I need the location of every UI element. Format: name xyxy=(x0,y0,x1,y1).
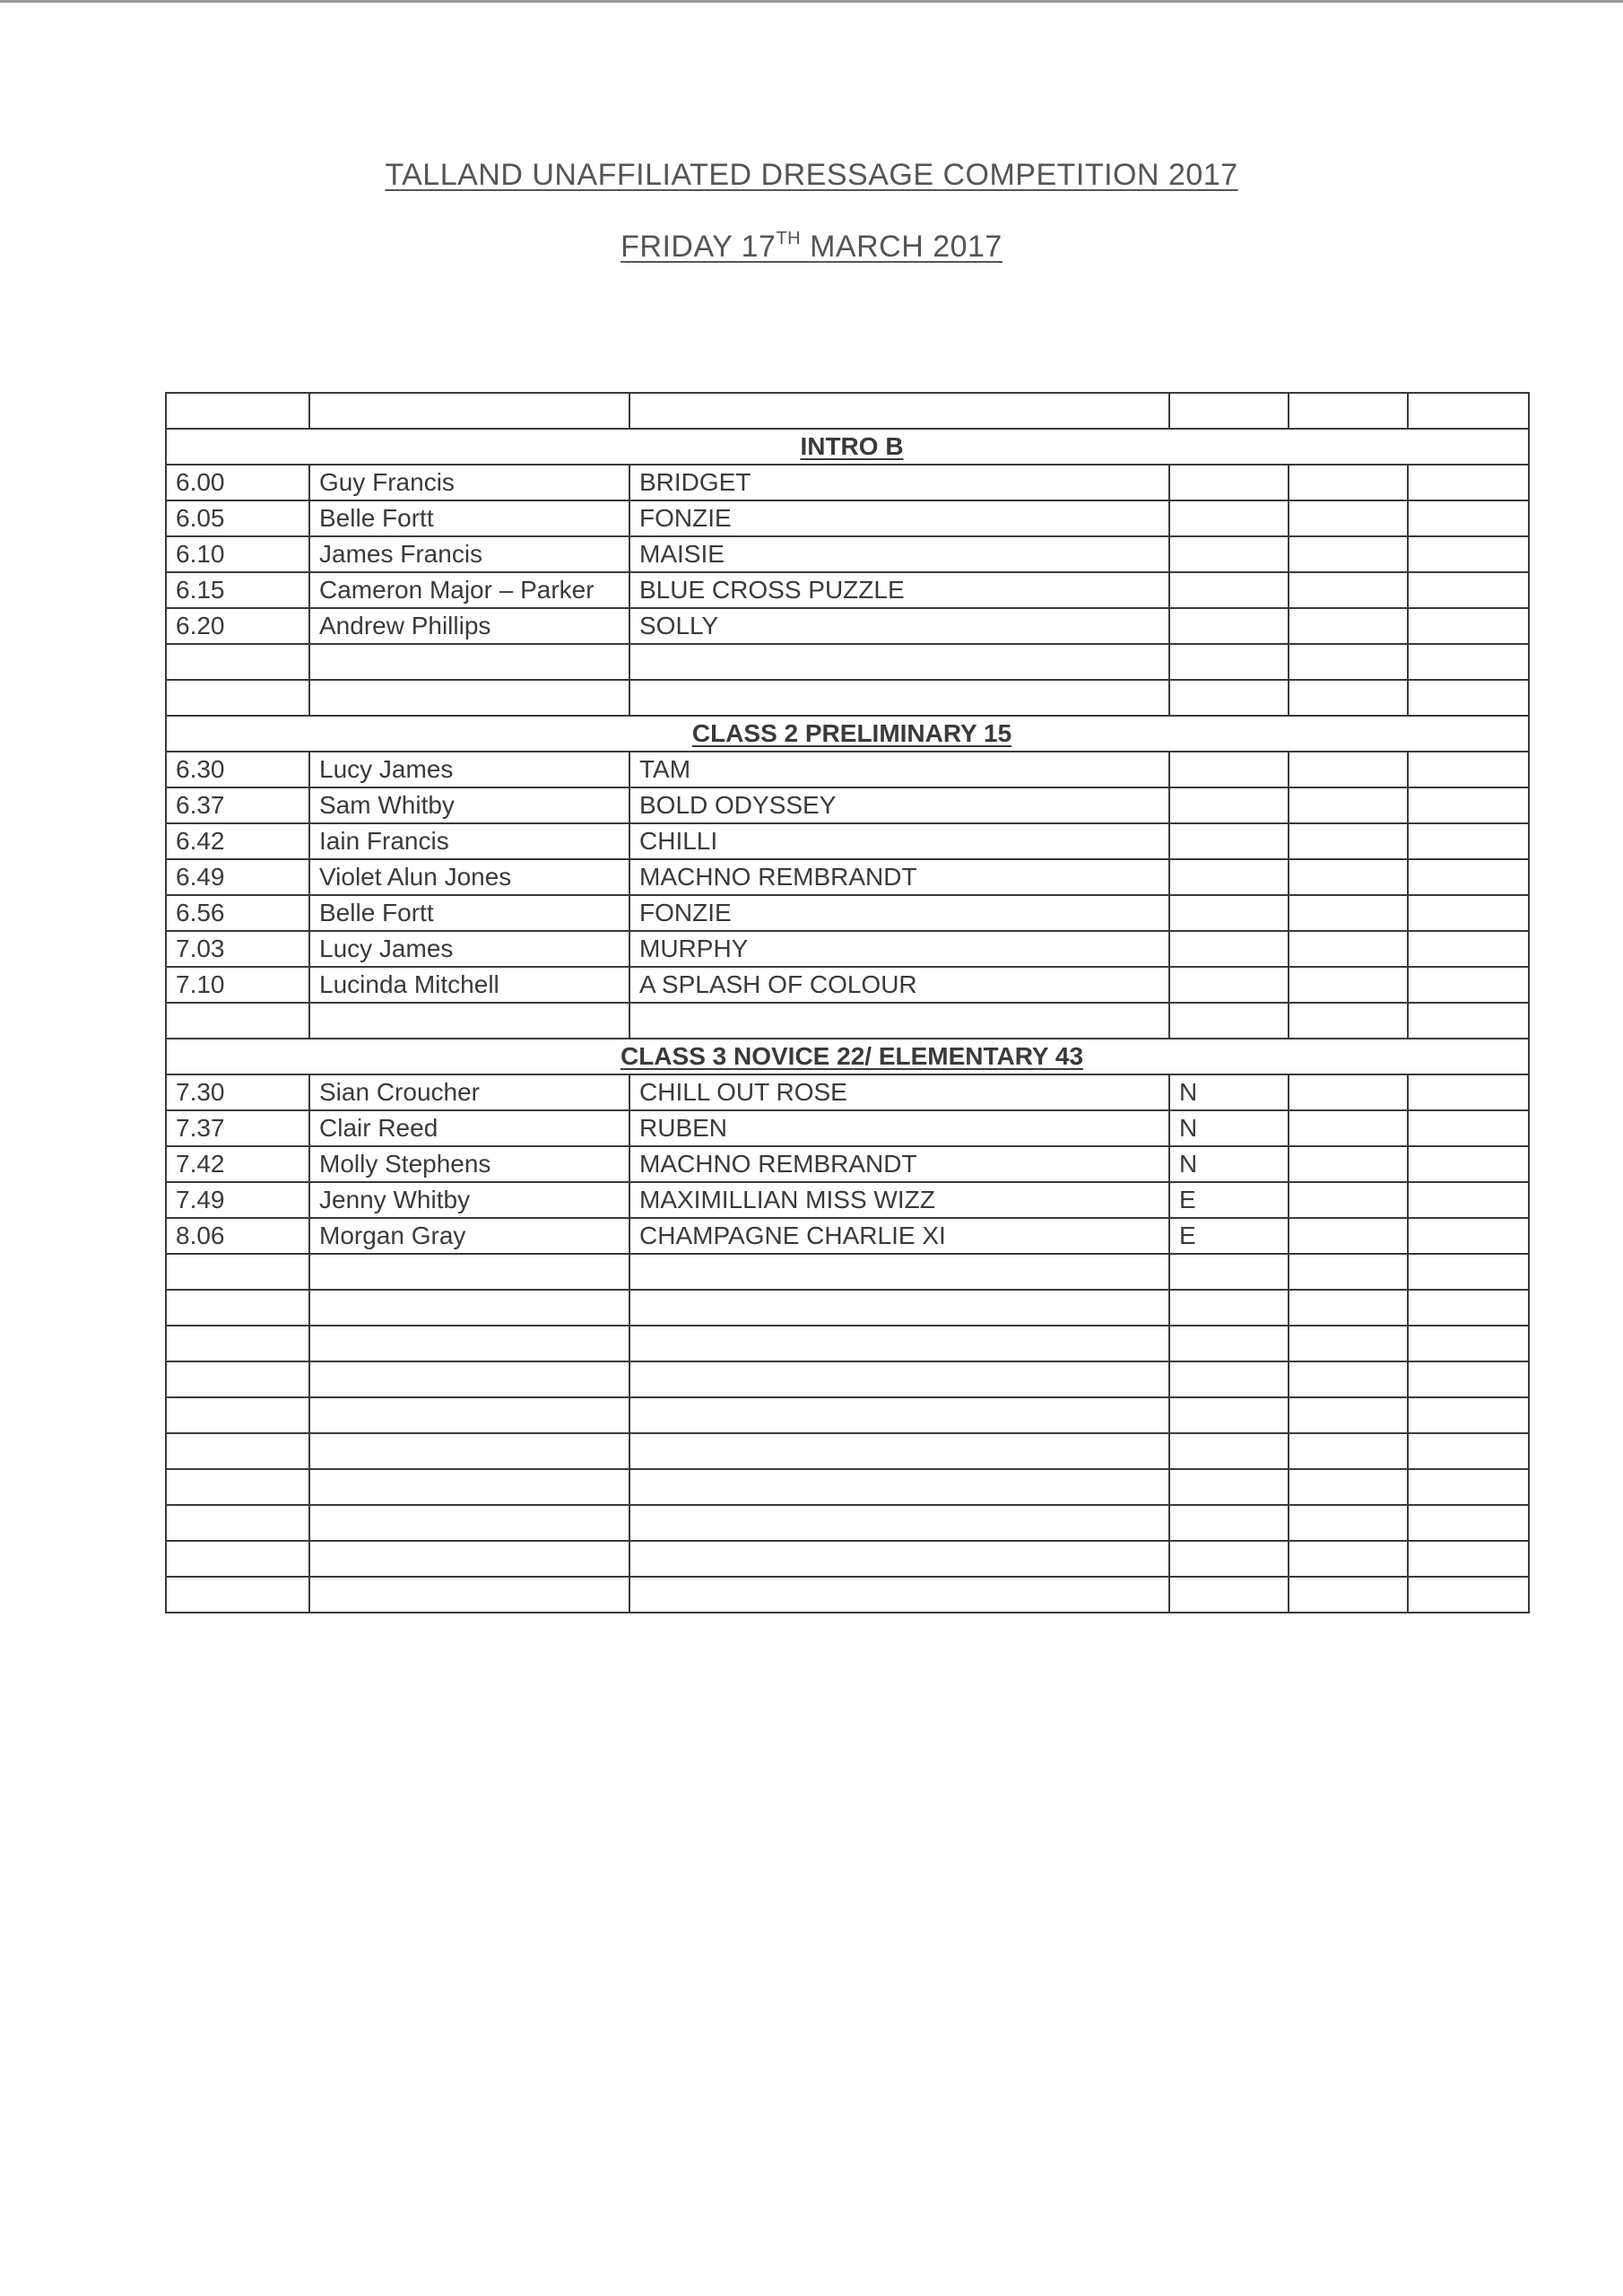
empty-cell xyxy=(629,1003,1169,1039)
top-edge-rule xyxy=(0,0,1623,3)
entry-horse: RUBEN xyxy=(629,1110,1169,1146)
empty-cell xyxy=(1289,752,1408,787)
empty-cell xyxy=(1408,787,1529,823)
empty-cell xyxy=(1408,1290,1529,1326)
empty-cell xyxy=(1408,1361,1529,1397)
subtitle-date-month: MARCH 2017 xyxy=(801,230,1002,264)
empty-cell xyxy=(1289,465,1408,500)
empty-cell xyxy=(1169,1433,1289,1469)
empty-cell xyxy=(1169,1541,1289,1577)
empty-cell xyxy=(309,1433,629,1469)
empty-cell xyxy=(1289,1218,1408,1254)
blank-row xyxy=(166,1397,1529,1433)
entry-horse: A SPLASH OF COLOUR xyxy=(629,967,1169,1003)
empty-cell xyxy=(1289,572,1408,608)
empty-cell xyxy=(1408,931,1529,967)
blank-row xyxy=(166,644,1529,680)
empty-cell xyxy=(1289,1326,1408,1361)
entry-horse: SOLLY xyxy=(629,608,1169,644)
empty-cell xyxy=(1289,500,1408,536)
empty-cell xyxy=(309,644,629,680)
section-title-text: CLASS 2 PRELIMINARY 15 xyxy=(691,719,1012,747)
empty-cell xyxy=(1169,1505,1289,1541)
entry-horse: MACHNO REMBRANDT xyxy=(629,859,1169,895)
blank-row xyxy=(166,1003,1529,1039)
empty-cell xyxy=(629,1469,1169,1505)
entry-level xyxy=(1169,787,1289,823)
entry-level xyxy=(1169,895,1289,931)
entry-row xyxy=(166,536,1529,572)
empty-cell xyxy=(1408,536,1529,572)
empty-cell xyxy=(166,1577,309,1613)
entry-row xyxy=(166,572,1529,608)
entry-horse: MAXIMILLIAN MISS WIZZ xyxy=(629,1182,1169,1218)
entry-time: 6.37 xyxy=(166,787,309,823)
empty-cell xyxy=(629,1577,1169,1613)
empty-cell xyxy=(1408,680,1529,716)
empty-cell xyxy=(1408,1146,1529,1182)
empty-cell xyxy=(1289,680,1408,716)
section-title xyxy=(166,429,1529,465)
empty-cell xyxy=(309,680,629,716)
entry-level xyxy=(1169,500,1289,536)
entry-level xyxy=(1169,967,1289,1003)
entry-row xyxy=(166,859,1529,895)
entry-level xyxy=(1169,752,1289,787)
empty-cell xyxy=(166,1361,309,1397)
empty-cell xyxy=(1408,572,1529,608)
empty-cell xyxy=(1169,1290,1289,1326)
entry-row xyxy=(166,1182,1529,1218)
empty-cell xyxy=(309,393,629,429)
entry-level xyxy=(1169,823,1289,859)
empty-cell xyxy=(1289,787,1408,823)
entry-rider: Sam Whitby xyxy=(309,787,629,823)
entry-time: 6.30 xyxy=(166,752,309,787)
empty-cell xyxy=(166,644,309,680)
empty-cell xyxy=(166,393,309,429)
empty-cell xyxy=(166,680,309,716)
entry-horse: MAISIE xyxy=(629,536,1169,572)
empty-cell xyxy=(1408,859,1529,895)
entry-time: 6.05 xyxy=(166,500,309,536)
empty-cell xyxy=(309,1326,629,1361)
empty-cell xyxy=(1408,1505,1529,1541)
empty-cell xyxy=(166,1290,309,1326)
section-title-text: CLASS 3 NOVICE 22/ ELEMENTARY 43 xyxy=(620,1042,1084,1070)
empty-cell xyxy=(1289,1254,1408,1290)
subtitle-date-day: FRIDAY 17 xyxy=(621,230,777,264)
entry-rider: Violet Alun Jones xyxy=(309,859,629,895)
empty-cell xyxy=(1169,1577,1289,1613)
document-title xyxy=(0,158,1623,193)
empty-cell xyxy=(1289,1146,1408,1182)
empty-cell xyxy=(629,393,1169,429)
empty-cell xyxy=(1169,1361,1289,1397)
empty-cell xyxy=(1408,823,1529,859)
empty-cell xyxy=(309,1254,629,1290)
empty-cell xyxy=(1289,1397,1408,1433)
entry-rider: Lucinda Mitchell xyxy=(309,967,629,1003)
empty-cell xyxy=(1289,1003,1408,1039)
entry-time: 6.10 xyxy=(166,536,309,572)
entry-rider: Iain Francis xyxy=(309,823,629,859)
empty-cell xyxy=(1408,1577,1529,1613)
empty-cell xyxy=(629,1397,1169,1433)
entry-horse: CHILL OUT ROSE xyxy=(629,1074,1169,1110)
empty-cell xyxy=(1408,895,1529,931)
entry-level xyxy=(1169,608,1289,644)
empty-cell xyxy=(309,1361,629,1397)
schedule-table xyxy=(165,392,1530,1613)
empty-cell xyxy=(1289,393,1408,429)
entry-time: 7.10 xyxy=(166,967,309,1003)
entry-horse: MURPHY xyxy=(629,931,1169,967)
empty-cell xyxy=(1408,1326,1529,1361)
entry-horse: BLUE CROSS PUZZLE xyxy=(629,572,1169,608)
empty-cell xyxy=(1289,1541,1408,1577)
entry-level: N xyxy=(1169,1110,1289,1146)
empty-cell xyxy=(166,1003,309,1039)
empty-cell xyxy=(309,1469,629,1505)
entry-row xyxy=(166,500,1529,536)
entry-horse: TAM xyxy=(629,752,1169,787)
entry-time: 6.49 xyxy=(166,859,309,895)
entry-time: 7.42 xyxy=(166,1146,309,1182)
entry-row xyxy=(166,1074,1529,1110)
empty-cell xyxy=(1408,1110,1529,1146)
entry-rider: Belle Fortt xyxy=(309,500,629,536)
empty-cell xyxy=(629,644,1169,680)
empty-cell xyxy=(166,1433,309,1469)
empty-cell xyxy=(1408,1182,1529,1218)
empty-cell xyxy=(1289,1110,1408,1146)
entry-level: N xyxy=(1169,1146,1289,1182)
empty-cell xyxy=(629,1290,1169,1326)
empty-cell xyxy=(166,1397,309,1433)
entry-horse: FONZIE xyxy=(629,895,1169,931)
empty-cell xyxy=(1408,1254,1529,1290)
blank-row xyxy=(166,1361,1529,1397)
entry-horse: BOLD ODYSSEY xyxy=(629,787,1169,823)
blank-row xyxy=(166,1469,1529,1505)
empty-cell xyxy=(629,1541,1169,1577)
entry-time: 7.37 xyxy=(166,1110,309,1146)
empty-cell xyxy=(1169,680,1289,716)
empty-cell xyxy=(1408,393,1529,429)
blank-row xyxy=(166,680,1529,716)
empty-cell xyxy=(1408,1218,1529,1254)
entry-row xyxy=(166,931,1529,967)
empty-cell xyxy=(629,1254,1169,1290)
empty-cell xyxy=(309,1003,629,1039)
empty-cell xyxy=(1169,1254,1289,1290)
section-header-row xyxy=(166,1039,1529,1074)
empty-cell xyxy=(1408,1074,1529,1110)
empty-cell xyxy=(166,1505,309,1541)
entry-rider: James Francis xyxy=(309,536,629,572)
empty-cell xyxy=(166,1326,309,1361)
blank-row xyxy=(166,1254,1529,1290)
entry-row xyxy=(166,787,1529,823)
entry-row xyxy=(166,1218,1529,1254)
empty-cell xyxy=(1408,1541,1529,1577)
schedule-table-body xyxy=(166,393,1529,1613)
empty-cell xyxy=(166,1254,309,1290)
entry-time: 6.42 xyxy=(166,823,309,859)
blank-row xyxy=(166,1541,1529,1577)
blank-row xyxy=(166,1505,1529,1541)
empty-cell xyxy=(1289,1505,1408,1541)
entry-row xyxy=(166,1110,1529,1146)
entry-level xyxy=(1169,465,1289,500)
entry-horse: FONZIE xyxy=(629,500,1169,536)
empty-cell xyxy=(1408,644,1529,680)
entry-level: E xyxy=(1169,1182,1289,1218)
blank-row xyxy=(166,1326,1529,1361)
empty-cell xyxy=(1408,967,1529,1003)
empty-cell xyxy=(1289,1433,1408,1469)
empty-cell xyxy=(1408,1433,1529,1469)
empty-cell xyxy=(1408,465,1529,500)
empty-cell xyxy=(1408,1469,1529,1505)
entry-rider: Clair Reed xyxy=(309,1110,629,1146)
entry-horse: CHAMPAGNE CHARLIE XI xyxy=(629,1218,1169,1254)
empty-cell xyxy=(629,1361,1169,1397)
entry-horse: CHILLI xyxy=(629,823,1169,859)
empty-cell xyxy=(1289,859,1408,895)
entry-time: 6.56 xyxy=(166,895,309,931)
empty-cell xyxy=(629,1326,1169,1361)
entry-rider: Guy Francis xyxy=(309,465,629,500)
entry-level xyxy=(1169,859,1289,895)
blank-row xyxy=(166,1577,1529,1613)
empty-cell xyxy=(1289,1469,1408,1505)
section-title-text: INTRO B xyxy=(800,432,904,460)
entry-row xyxy=(166,752,1529,787)
empty-cell xyxy=(1289,1182,1408,1218)
entry-row xyxy=(166,608,1529,644)
entry-rider: Lucy James xyxy=(309,931,629,967)
empty-cell xyxy=(1169,1397,1289,1433)
entry-rider: Molly Stephens xyxy=(309,1146,629,1182)
section-header-row xyxy=(166,429,1529,465)
empty-cell xyxy=(1289,1577,1408,1613)
empty-cell xyxy=(1408,752,1529,787)
section-title xyxy=(166,716,1529,752)
document-subtitle-text xyxy=(621,230,1002,264)
entry-rider: Cameron Major – Parker xyxy=(309,572,629,608)
entry-row xyxy=(166,1146,1529,1182)
empty-cell xyxy=(1408,1003,1529,1039)
empty-cell xyxy=(1289,823,1408,859)
entry-rider: Jenny Whitby xyxy=(309,1182,629,1218)
section-title xyxy=(166,1039,1529,1074)
entry-level: E xyxy=(1169,1218,1289,1254)
entry-time: 6.20 xyxy=(166,608,309,644)
blank-row xyxy=(166,393,1529,429)
empty-cell xyxy=(166,1469,309,1505)
entry-horse: BRIDGET xyxy=(629,465,1169,500)
empty-cell xyxy=(629,1433,1169,1469)
entry-row xyxy=(166,465,1529,500)
entry-row xyxy=(166,967,1529,1003)
empty-cell xyxy=(1169,393,1289,429)
section-header-row xyxy=(166,716,1529,752)
empty-cell xyxy=(1408,500,1529,536)
subtitle-date-suffix: TH xyxy=(776,229,802,248)
empty-cell xyxy=(1408,1397,1529,1433)
entry-time: 8.06 xyxy=(166,1218,309,1254)
empty-cell xyxy=(1289,1074,1408,1110)
empty-cell xyxy=(309,1541,629,1577)
empty-cell xyxy=(629,680,1169,716)
empty-cell xyxy=(1289,536,1408,572)
entry-time: 7.03 xyxy=(166,931,309,967)
empty-cell xyxy=(1169,1003,1289,1039)
empty-cell xyxy=(1169,1469,1289,1505)
entry-horse: MACHNO REMBRANDT xyxy=(629,1146,1169,1182)
entry-level xyxy=(1169,931,1289,967)
empty-cell xyxy=(1408,608,1529,644)
empty-cell xyxy=(309,1290,629,1326)
entry-time: 6.15 xyxy=(166,572,309,608)
empty-cell xyxy=(1289,1361,1408,1397)
empty-cell xyxy=(1289,644,1408,680)
empty-cell xyxy=(309,1577,629,1613)
empty-cell xyxy=(1289,1290,1408,1326)
empty-cell xyxy=(1169,1326,1289,1361)
entry-row xyxy=(166,895,1529,931)
empty-cell xyxy=(309,1505,629,1541)
entry-rider: Andrew Phillips xyxy=(309,608,629,644)
entry-level xyxy=(1169,572,1289,608)
entry-row xyxy=(166,823,1529,859)
entry-rider: Morgan Gray xyxy=(309,1218,629,1254)
entry-rider: Lucy James xyxy=(309,752,629,787)
entry-time: 6.00 xyxy=(166,465,309,500)
entry-rider: Belle Fortt xyxy=(309,895,629,931)
document-subtitle xyxy=(0,230,1623,265)
empty-cell xyxy=(1289,931,1408,967)
document-title-text: TALLAND UNAFFILIATED DRESSAGE COMPETITION 2017 xyxy=(385,158,1238,192)
empty-cell xyxy=(1289,895,1408,931)
empty-cell xyxy=(166,1541,309,1577)
empty-cell xyxy=(1169,644,1289,680)
entry-level: N xyxy=(1169,1074,1289,1110)
entry-level xyxy=(1169,536,1289,572)
empty-cell xyxy=(629,1505,1169,1541)
entry-time: 7.30 xyxy=(166,1074,309,1110)
empty-cell xyxy=(1289,967,1408,1003)
entry-time: 7.49 xyxy=(166,1182,309,1218)
empty-cell xyxy=(1289,608,1408,644)
blank-row xyxy=(166,1433,1529,1469)
blank-row xyxy=(166,1290,1529,1326)
empty-cell xyxy=(309,1397,629,1433)
entry-rider: Sian Croucher xyxy=(309,1074,629,1110)
